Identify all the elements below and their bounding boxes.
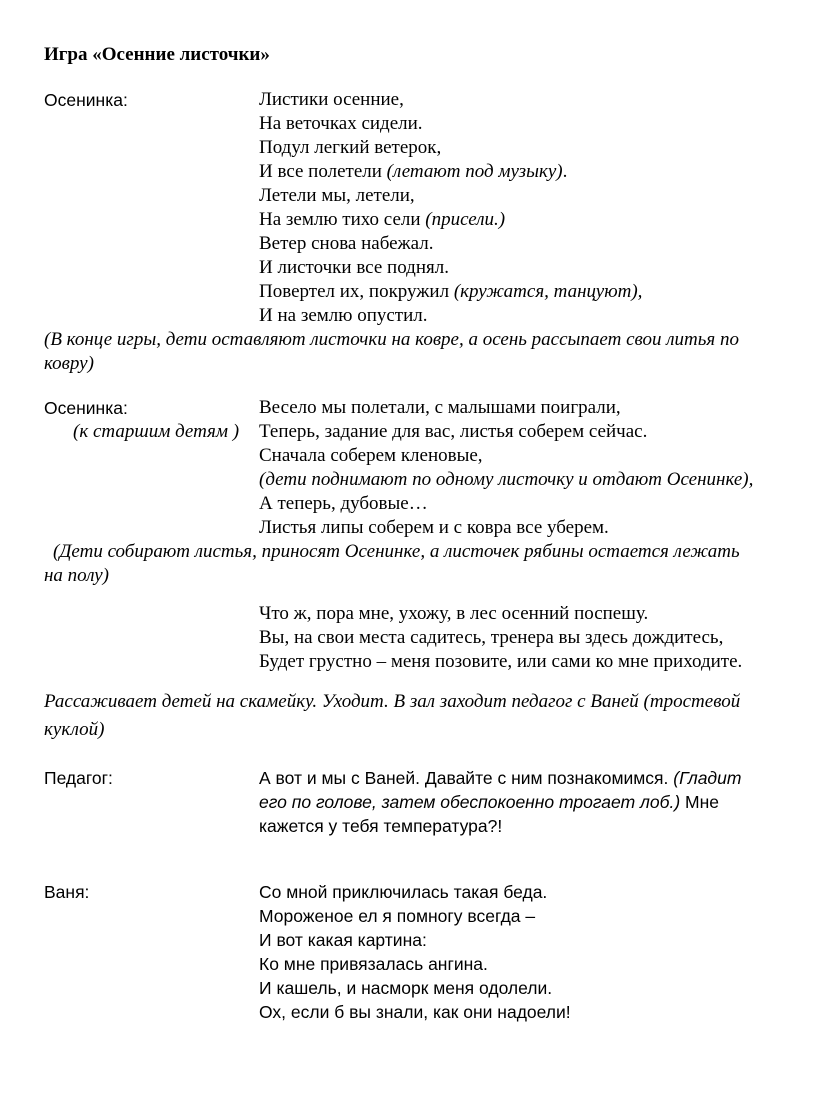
page-title: Игра «Осенние листочки» [44,44,270,65]
dialogue-line: его по голове, затем обеспокоенно трогает лоб.) Мне [259,792,719,812]
dialogue-line: Ко мне привязалась ангина. [259,954,488,974]
dialogue-line: И вот какая картина: [259,930,427,950]
stage-note: (кружатся, танцуют), [453,281,643,302]
verse-line: Что ж, пора мне, ухожу, в лес осенний поспешу. [259,603,649,624]
verse-line: Летели мы, летели, [259,185,415,206]
verse-line: И все полетели (летают под музыку). [259,161,568,182]
dialogue-line: Мороженое ел я помногу всегда – [259,906,536,926]
speaker-osenika-1: Осенинка: [44,90,128,110]
speaker-vanya: Ваня: [44,882,90,902]
stage-note: (летают под музыку) [386,161,563,182]
verse-line: Весело мы полетали, с малышами поиграли, [259,397,621,418]
dialogue-line: Ох, если б вы знали, как они надоели! [259,1002,571,1022]
stage-direction: (В конце игры, дети оставляют листочки на ковре, а осень рассыпает свои литья по [44,329,739,350]
verse-line: Теперь, задание для вас, листья соберем сейчас. [259,421,648,442]
verse-line: И на землю опустил. [259,305,428,326]
verse-line: А теперь, дубовые… [259,493,428,514]
verse-line: И листочки все поднял. [259,257,449,278]
stage-note: (присели.) [425,209,506,230]
stage-note: (дети поднимают по одному листочку и отдают Осенинке), [259,469,754,490]
verse-line: На веточках сидели. [259,113,423,134]
dialogue-line: кажется у тебя температура?! [259,816,503,836]
stage-direction: на полу) [44,565,109,586]
dialogue-line: А вот и мы с Ваней. Давайте с ним познакомимся. (Гладит [259,768,742,788]
verse-line: Ветер снова набежал. [259,233,434,254]
stage-direction: (Дети собирают листья, приносят Осенинке, а листочек рябины остается лежать [53,541,740,562]
verse-line: Листики осенние, [259,89,404,110]
verse-line: Повертел их, покружил (кружатся, танцуют), [259,281,643,302]
stage-note: (Гладит [673,768,742,788]
verse-line: Листья липы соберем и с ковра все уберем. [259,517,609,538]
stage-direction: куклой) [44,719,105,740]
verse-line: Будет грустно – меня позовите, или сами ко мне приходите. [259,651,743,672]
stage-note: (к старшим детям ) [73,421,240,442]
dialogue-line: Со мной приключилась такая беда. [259,882,548,902]
stage-direction: ковру) [44,353,94,374]
stage-direction: Рассаживает детей на скамейку. Уходит. В зал заходит педагог с Ваней (тростевой [44,691,741,712]
stage-note: его по голове, затем обеспокоенно трогает лоб.) [259,792,681,812]
verse-line: На землю тихо сели (присели.) [259,209,506,230]
verse-line: Сначала соберем кленовые, [259,445,483,466]
verse-line: Вы, на свои места садитесь, тренера вы здесь дождитесь, [259,627,724,648]
verse-line: Подул легкий ветерок, [259,137,442,158]
dialogue-line: И кашель, и насморк меня одолели. [259,978,553,998]
speaker-teacher: Педагог: [44,768,113,788]
speaker-osenika-2: Осенинка: [44,398,128,418]
